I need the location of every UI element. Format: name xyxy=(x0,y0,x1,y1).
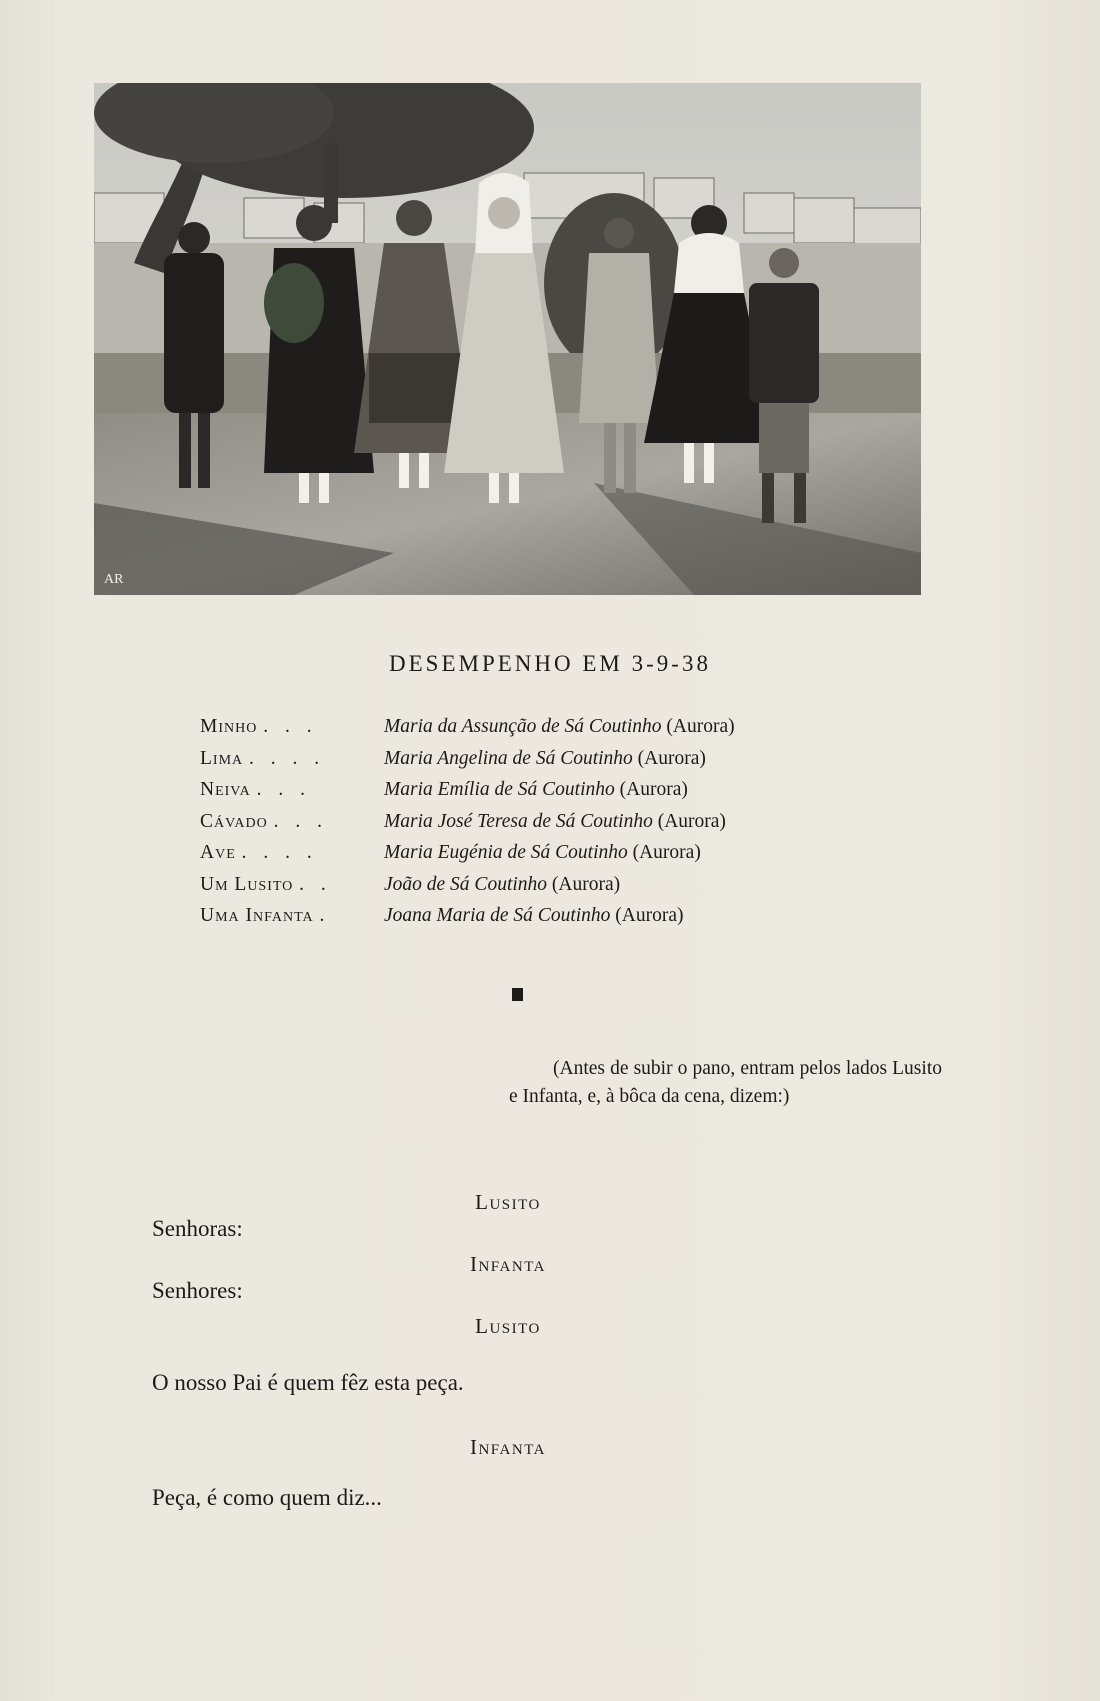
cast-row xyxy=(200,716,920,748)
cast-actor: Maria Eugénia de Sá Coutinho (Aurora) xyxy=(384,842,701,863)
dialogue-line: Senhores: xyxy=(152,1278,243,1303)
cast-actor: Maria da Assunção de Sá Coutinho (Aurora) xyxy=(384,716,735,737)
cast-role: Lima . . . . xyxy=(200,747,326,769)
cast-row xyxy=(200,779,920,811)
cast-actor: Maria Angelina de Sá Coutinho (Aurora) xyxy=(384,747,706,769)
cast-row xyxy=(200,811,920,843)
cast-role: Uma Infanta . xyxy=(200,905,331,926)
dialogue-line: Senhoras: xyxy=(152,1216,243,1241)
group-photograph xyxy=(94,83,921,595)
cast-role: Um Lusito . . xyxy=(200,873,332,895)
photo-icon xyxy=(94,83,921,595)
cast-actor: Maria Emília de Sá Coutinho (Aurora) xyxy=(384,779,688,800)
dialogue-line: Peça, é como quem diz... xyxy=(152,1485,382,1510)
cast-list xyxy=(200,716,920,937)
performance-heading: DESEMPENHO EM 3-9-38 xyxy=(389,651,711,676)
cast-role: Minho . . . xyxy=(200,716,318,737)
stage-direction: (Antes de subir o pano, entram pelos lados Lusito e Infanta, e, à bôca da cena, dizem:) xyxy=(509,1058,942,1107)
section-bullet-icon xyxy=(512,988,523,1001)
cast-row xyxy=(200,748,920,780)
cast-role: Ave . . . . xyxy=(200,842,318,863)
dialogue-line: O nosso Pai é quem fêz esta peça. xyxy=(152,1370,464,1395)
cast-actor: Joana Maria de Sá Coutinho (Aurora) xyxy=(384,905,684,926)
cast-role: Neiva . . . xyxy=(200,779,311,800)
cast-row xyxy=(200,905,920,937)
cast-actor: Maria José Teresa de Sá Coutinho (Aurora) xyxy=(384,810,726,832)
speaker-name: Lusito xyxy=(475,1190,541,1214)
photo-monogram: AR xyxy=(104,572,124,587)
cast-actor: João de Sá Coutinho (Aurora) xyxy=(384,873,621,895)
speaker-name: Lusito xyxy=(475,1314,541,1338)
cast-row xyxy=(200,842,920,874)
cast-row xyxy=(200,874,920,906)
speaker-name: Infanta xyxy=(469,1252,546,1276)
cast-role: Cávado . . . xyxy=(200,810,329,832)
speaker-name: Infanta xyxy=(469,1435,546,1459)
